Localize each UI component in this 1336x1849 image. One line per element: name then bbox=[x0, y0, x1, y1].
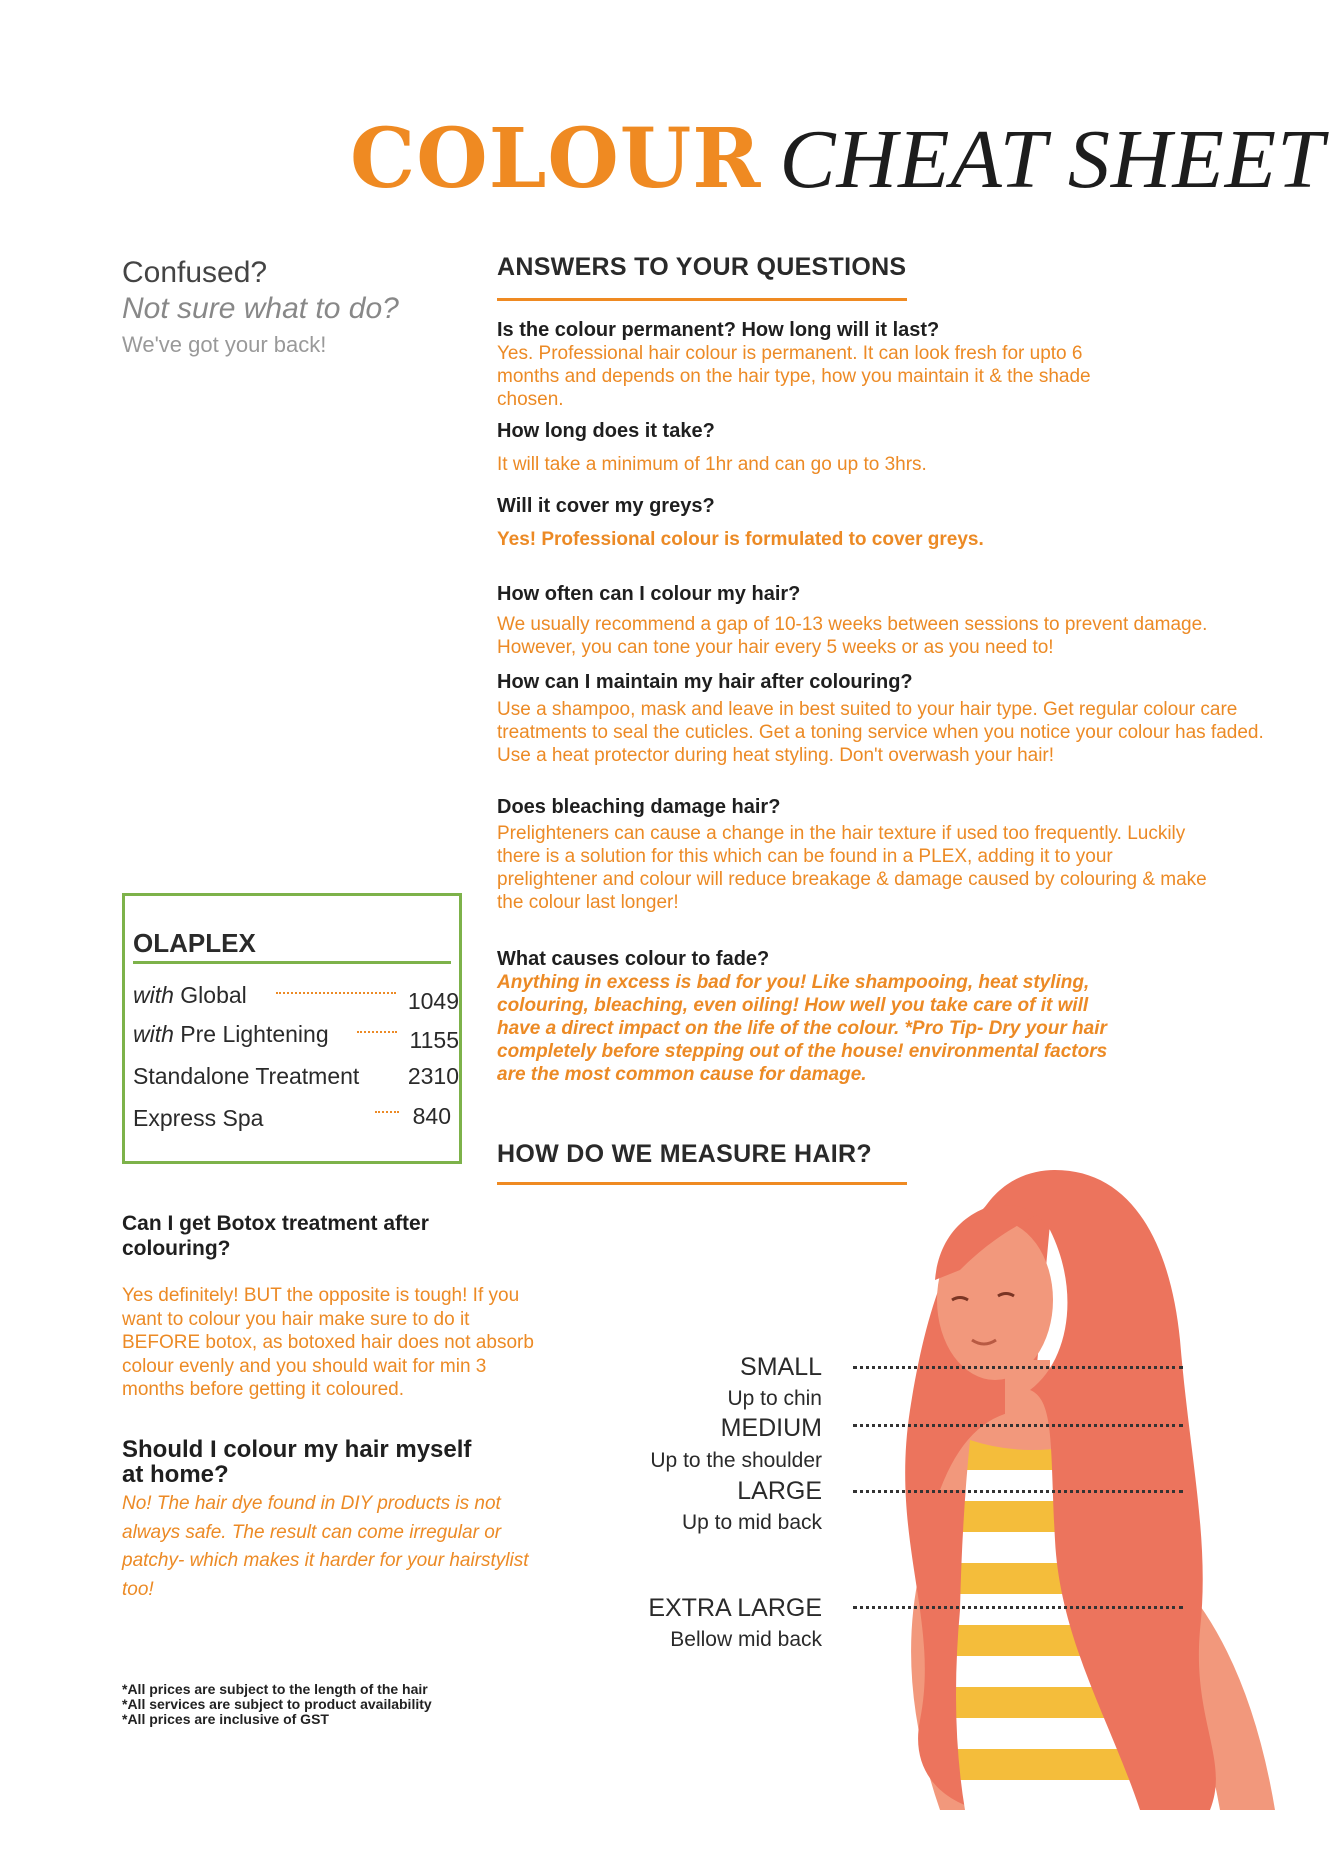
question-diy: Should I colour my hair myself at home? bbox=[122, 1436, 472, 1488]
leader-dots bbox=[357, 1031, 397, 1033]
question-bleaching: Does bleaching damage hair? bbox=[497, 796, 781, 818]
answer-duration: It will take a minimum of 1hr and can go up to 3hrs. bbox=[497, 454, 927, 475]
footnote-gst: *All prices are inclusive of GST bbox=[122, 1711, 329, 1727]
leader-dots bbox=[375, 1111, 399, 1113]
olaplex-row-global bbox=[133, 982, 459, 1016]
olaplex-row-price: 1155 bbox=[409, 1027, 459, 1053]
answers-heading: ANSWERS TO YOUR QUESTIONS bbox=[497, 253, 907, 281]
footnote-length: *All prices are subject to the length of the hair bbox=[122, 1681, 428, 1697]
title-cheat-sheet: CHEAT SHEET bbox=[779, 113, 1325, 206]
leader-dots bbox=[276, 992, 396, 994]
olaplex-row-label: Standalone Treatment bbox=[133, 1063, 360, 1089]
answer-maintain: Use a shampoo, mask and leave in best suited to your hair type. Get regular colour care treatments to seal the cuticles. Get a toning service when you notice your colour has faded. Use a heat protector during heat styling. Don't overwash your hair! bbox=[497, 699, 1264, 766]
question-fade: What causes colour to fade? bbox=[497, 948, 770, 970]
size-large-desc: Up to mid back bbox=[681, 1511, 822, 1534]
footnote-availability: *All services are subject to product availability bbox=[122, 1696, 432, 1712]
question-how-often: How often can I colour my hair? bbox=[497, 583, 801, 605]
olaplex-row-prefix: with bbox=[133, 1021, 174, 1047]
size-medium-desc: Up to the shoulder bbox=[650, 1449, 822, 1472]
intro-line-2: Not sure what to do? bbox=[122, 292, 399, 325]
answer-greys: Yes! Professional colour is formulated to cover greys. bbox=[497, 529, 984, 550]
page-title bbox=[350, 111, 1325, 207]
olaplex-row-price: 2310 bbox=[407, 1063, 459, 1089]
size-large: LARGE bbox=[737, 1477, 822, 1505]
intro-line-3: We've got your back! bbox=[122, 332, 327, 357]
title-colour: COLOUR bbox=[350, 111, 762, 207]
olaplex-row-pre-lightening bbox=[133, 1021, 459, 1055]
answer-bleaching: Prelighteners can cause a change in the hair texture if used too frequently. Luckily there is a solution for this which can be found in a PLEX, adding it to your prelightener and colour will reduce breakage & damage caused by colouring & make the colour last longer! bbox=[497, 823, 1207, 913]
olaplex-title-rule bbox=[133, 961, 451, 964]
olaplex-row-price: 1049 bbox=[407, 988, 459, 1014]
answer-fade: Anything in excess is bad for you! Like shampooing, heat styling, colouring, bleaching, even oiling! How well you take care of it will have a direct impact on the life of the colour. *Pro Tip- Dry your hair completely before stepping out of the house! environmental factors are the most common cause for damage. bbox=[497, 972, 1108, 1085]
measure-heading-rule bbox=[497, 1182, 907, 1185]
answers-heading-rule bbox=[497, 298, 907, 301]
measure-heading: HOW DO WE MEASURE HAIR? bbox=[497, 1140, 872, 1168]
question-botox: Can I get Botox treatment after colouring? bbox=[122, 1212, 429, 1260]
size-extra-large-line bbox=[853, 1606, 1183, 1609]
answer-permanent: Yes. Professional hair colour is permanent. It can look fresh for upto 6 months and depends on the hair type, how you maintain it & the shade chosen. bbox=[497, 343, 1091, 410]
size-medium-line bbox=[853, 1424, 1183, 1427]
size-large-line bbox=[853, 1490, 1183, 1493]
size-small-desc: Up to chin bbox=[727, 1387, 822, 1410]
answer-botox: Yes definitely! BUT the opposite is tough! If you want to colour you hair make sure to do it BEFORE botox, as botoxed hair does not absorb colour evenly and you should wait for min 3 months before getting it coloured. bbox=[122, 1285, 534, 1400]
intro-line-1: Confused? bbox=[122, 256, 268, 289]
olaplex-row-label: Pre Lightening bbox=[180, 1021, 329, 1047]
olaplex-row-standalone bbox=[133, 1063, 459, 1097]
question-duration: How long does it take? bbox=[497, 420, 715, 442]
size-medium: MEDIUM bbox=[720, 1414, 822, 1442]
question-maintain: How can I maintain my hair after colouring? bbox=[497, 671, 913, 693]
question-permanent: Is the colour permanent? How long will it last? bbox=[497, 319, 940, 341]
size-extra-large: EXTRA LARGE bbox=[648, 1594, 822, 1622]
hair-length-illustration bbox=[880, 1160, 1300, 1810]
answer-how-often: We usually recommend a gap of 10-13 weeks between sessions to prevent damage. However, you can tone your hair every 5 weeks or as you need to! bbox=[497, 614, 1208, 658]
size-small-line bbox=[853, 1366, 1183, 1369]
size-small: SMALL bbox=[740, 1353, 822, 1381]
olaplex-row-label: Global bbox=[180, 982, 247, 1008]
olaplex-title: OLAPLEX bbox=[133, 928, 256, 958]
size-extra-large-desc: Bellow mid back bbox=[670, 1628, 822, 1651]
olaplex-row-label: Express Spa bbox=[133, 1105, 264, 1131]
olaplex-row-price: 840 bbox=[412, 1103, 451, 1129]
olaplex-row-express-spa bbox=[133, 1105, 459, 1139]
question-greys: Will it cover my greys? bbox=[497, 495, 715, 517]
answer-diy: No! The hair dye found in DIY products is not always safe. The result can come irregular or patchy- which makes it harder for your hairstylist too! bbox=[122, 1493, 529, 1600]
olaplex-row-prefix: with bbox=[133, 982, 174, 1008]
